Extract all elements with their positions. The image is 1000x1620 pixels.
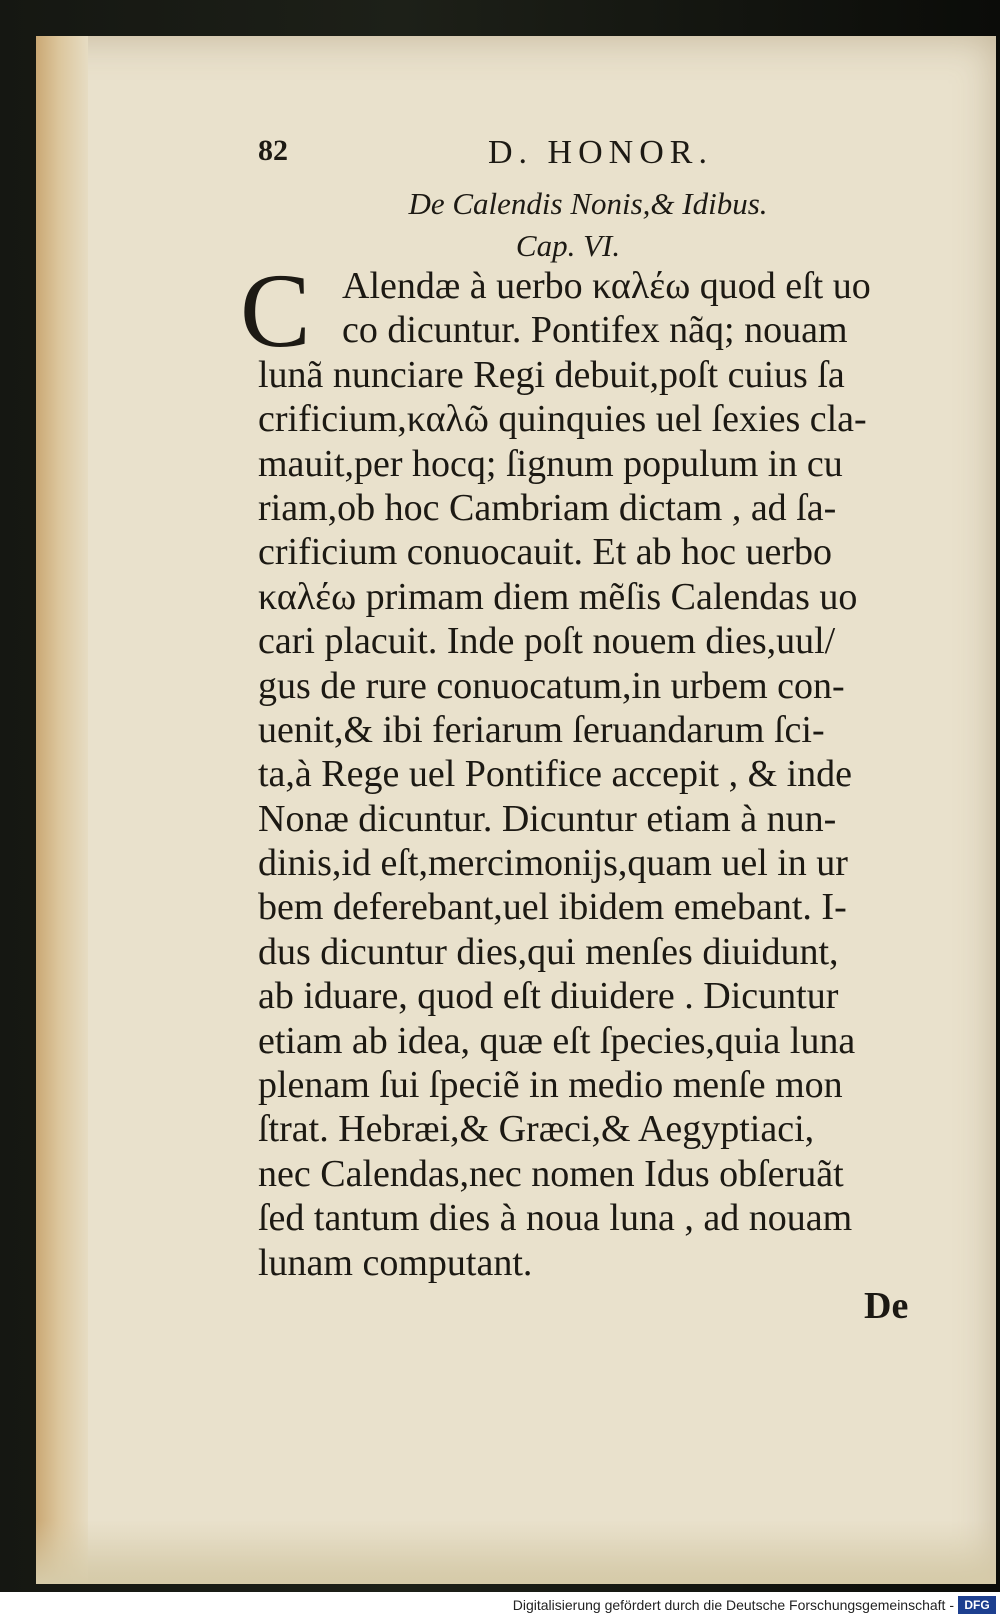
text-line: crificium conuocauit. Et ab hoc uerbo	[258, 531, 833, 574]
digitization-footer	[0, 1592, 1000, 1620]
text-line: cari placuit. Inde poſt nouem dies,uul/	[258, 620, 836, 663]
funding-credit: Digitalisierung gefördert durch die Deutsche Forschungsgemeinschaft -	[512, 1597, 954, 1613]
page-number: 82	[258, 134, 288, 167]
text-line: ſtrat. Hebræi,& Græci,& Aegyptiaci,	[258, 1108, 815, 1151]
text-line: ſed tantum dies à noua luna , ad nouam	[258, 1197, 853, 1240]
text-line: uenit,& ibi feriarum ſeruandarum ſci-	[258, 708, 825, 751]
page-bottom-edge	[36, 1520, 996, 1584]
text-line: mauit,per hocq; ſignum populum in cu	[258, 442, 843, 485]
text-line: lunã nunciare Regi debuit,poſt cuius ſa	[258, 353, 845, 396]
text-line: Alendæ à uerbo καλέω quod eſt uo	[342, 265, 871, 307]
text-line: etiam ab idea, quæ eſt ſpecies,quia luna	[258, 1019, 856, 1062]
text-line: nec Calendas,nec nomen Idus obſeruãt	[258, 1152, 844, 1195]
body-text	[258, 264, 918, 1285]
running-head: D. HONOR.	[488, 134, 713, 171]
text-line: dinis,id eſt,mercimonijs,quam uel in ur	[258, 842, 848, 885]
catchword: De	[864, 1285, 909, 1327]
page-header	[258, 134, 918, 178]
text-line: co dicuntur. Pontifex nãq; nouam	[342, 309, 848, 352]
text-line: crificium,καλῶ quinquies uel ſexies cla-	[258, 398, 867, 441]
dfg-logo: DFG	[958, 1596, 996, 1614]
chapter-number: Cap. VI.	[515, 228, 621, 263]
text-line: plenam ſui ſpeciẽ in medio menſe mon	[258, 1064, 843, 1107]
text-line: καλέω primam diem mẽſis Calendas uo	[258, 575, 858, 618]
text-line: lunam computant.	[258, 1241, 533, 1284]
text-line: ab iduare, quod eſt diuidere . Dicuntur	[258, 975, 839, 1018]
chapter-title: De Calendis Nonis,& Idibus.	[408, 186, 768, 221]
text-line: dus dicuntur dies,qui menſes diuidunt,	[258, 930, 839, 973]
text-line: bem deferebant,uel ibidem emebant. I-	[258, 886, 847, 929]
text-line: riam,ob hoc Cambriam dictam , ad ſa-	[258, 486, 837, 529]
text-line: ta,à Rege uel Pontifice accepit , & inde	[258, 753, 853, 796]
text-line: Nonæ dicuntur. Dicuntur etiam à nun-	[258, 797, 837, 840]
text-line: gus de rure conuocatum,in urbem con-	[258, 664, 845, 707]
page-gutter-edge	[36, 36, 88, 1584]
drop-capital: C	[240, 252, 311, 369]
